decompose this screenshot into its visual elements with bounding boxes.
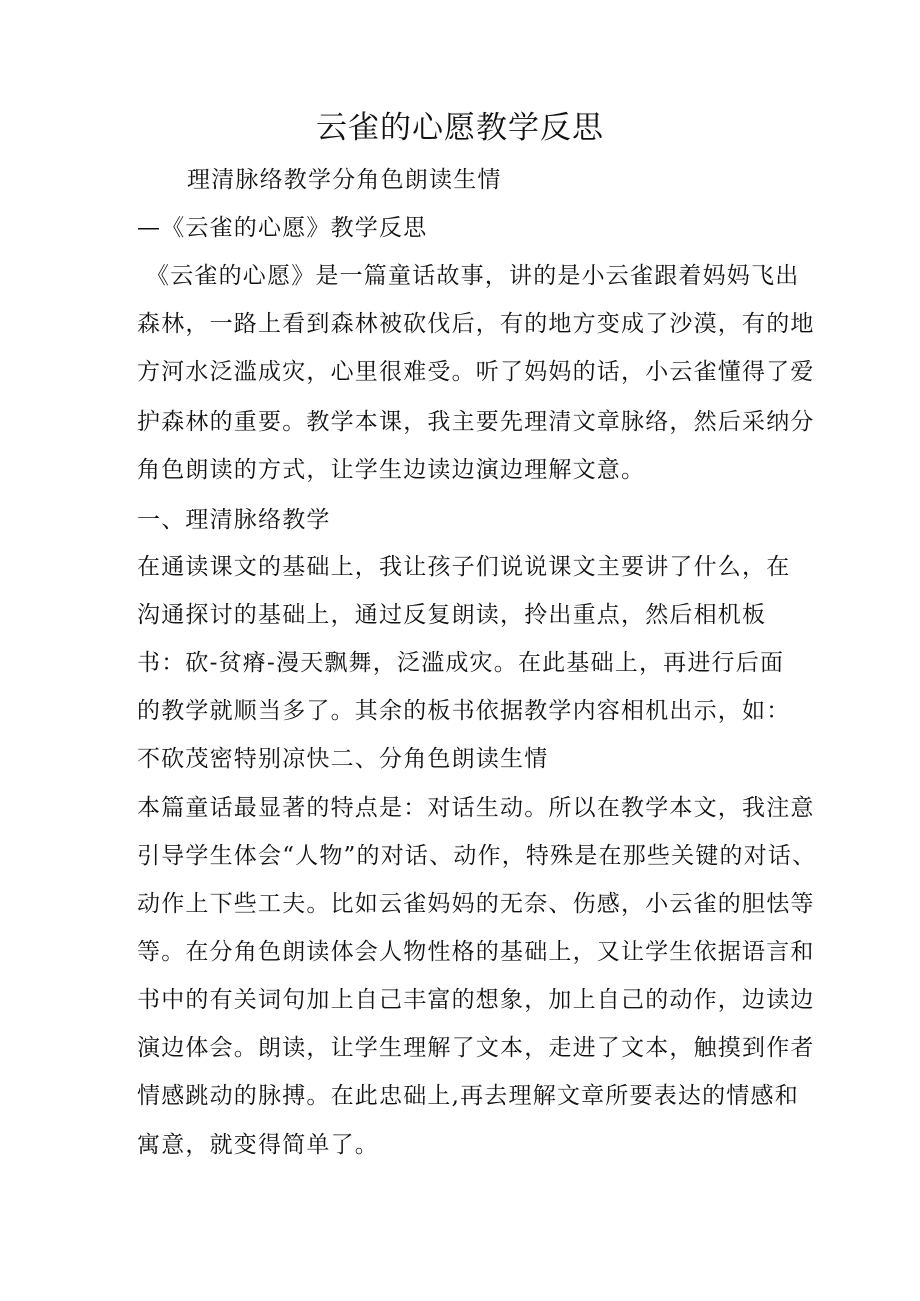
- paragraph-line: 森林，一路上看到森林被砍伐后，有的地方变成了沙漠，有的地: [137, 311, 815, 337]
- paragraph-line: 书中的有关词句加上自己丰富的想象，加上自己的动作，边读边: [137, 987, 815, 1013]
- paragraph-line: 动作上下些工夫。比如云雀妈妈的无奈、伤感，小云雀的胆怯等: [137, 891, 815, 917]
- document-title: 云雀的心愿教学反思: [316, 110, 604, 146]
- paragraph-line: 演边体会。朗读，让学生理解了文本，走进了文本，触摸到作者: [137, 1035, 815, 1061]
- paragraph-line: 角色朗读的方式，让学生边读边演边理解文意。: [137, 457, 646, 483]
- subtitle-source-line: —《云雀的心愿》教学反思: [137, 215, 428, 241]
- paragraph-line: 引导学生体会“人物”的对话、动作，特殊是在那些关键的对话、: [137, 843, 817, 869]
- section-heading-line: 不砍茂密特别凉快二、分角色朗读生情: [137, 746, 549, 772]
- paragraph-line: 书：砍-贫瘠-漫天飘舞，泛滥成灾。在此基础上，再进行后面: [137, 650, 785, 676]
- paragraph-line: 本篇童话最显著的特点是：对话生动。所以在教学本文，我注意: [137, 795, 815, 821]
- document-subtitle: 理清脉络教学分角色朗读生情: [187, 167, 502, 193]
- paragraph-line: 沟通探讨的基础上，通过反复朗读，拎出重点，然后相机板: [137, 602, 767, 628]
- paragraph-line: 等。在分角色朗读体会人物性格的基础上，又让学生依据语言和: [137, 939, 815, 965]
- paragraph-line: 的教学就顺当多了。其余的板书依据教学内容相机出示，如：: [137, 698, 791, 724]
- paragraph-line: 寓意，就变得简单了。: [137, 1132, 379, 1158]
- paragraph-line: 《云雀的心愿》是一篇童话故事，讲的是小云雀跟着妈妈飞出: [146, 263, 800, 289]
- paragraph-line: 护森林的重要。教学本课，我主要先理清文章脉络，然后采纳分: [137, 409, 815, 435]
- paragraph-line: 在通读课文的基础上，我让孩子们说说课文主要讲了什么，在: [137, 554, 791, 580]
- paragraph-line: 情感跳动的脉搏。在此忠础上,再去理解文章所要表达的情感和: [137, 1083, 799, 1109]
- section-heading: 一、理清脉络教学: [137, 507, 331, 533]
- paragraph-line: 方河水泛滥成灾，心里很难受。听了妈妈的话，小云雀懂得了爱: [137, 359, 815, 385]
